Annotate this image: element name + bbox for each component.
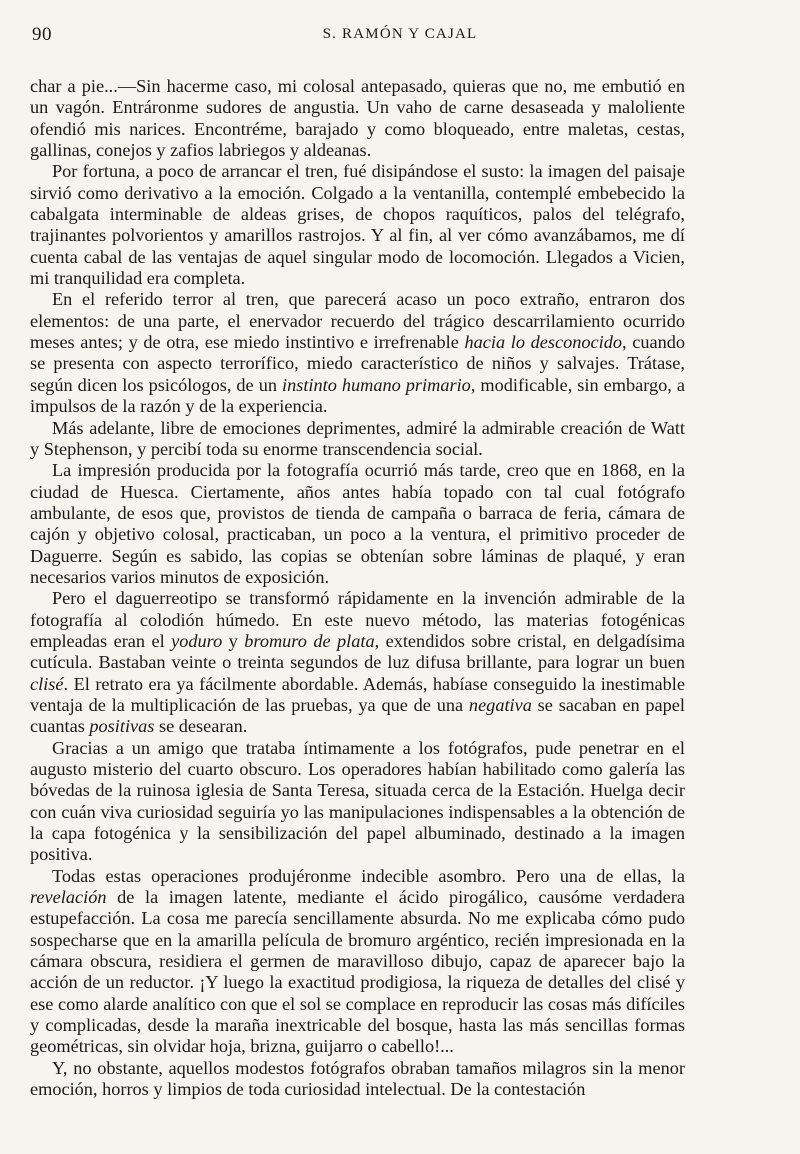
text-run: Todas estas operaciones produjéronme indecible asombro. Pero una de ellas, la [52,865,685,886]
italic-text: yoduro [171,630,223,651]
text-run: Por fortuna, a poco de arrancar el tren, fué disipándose el susto: la imagen del paisaje sirvió como derivativo a la emoción. Colgado a la ventanilla, contemplé embebecido la cabalgata interminable de aldeas grises, de chopos raquíticos, palos del telégrafo, trajinantes polvorientos y amarillos rastrojos. Y al fin, al ver cómo avanzábamos, me dí cuenta cabal de las ventajas de aquel singular modo de locomoción. Llegados a Vicien, mi tranquilidad era completa. [30,161,685,289]
text-run: , modificable, sin embargo, a impulsos de la razón y de la experiencia. [30,374,685,417]
paragraph [30,418,685,461]
text-run: y [222,630,245,651]
italic-text: bromuro de plata [244,630,375,651]
paragraph [30,588,685,737]
paragraph [30,161,685,289]
italic-text: instinto humano primario [282,374,471,395]
italic-text: clisé [30,673,64,694]
text-run: La impresión producida por la fotografía ocurrió más tarde, creo que en 1868, en la ciudad de Huesca. Ciertamente, años antes había topado con tal cual fotógrafo ambulante, de esos que, provistos de tienda de campaña o barraca de feria, cámara de cajón y objetivo colosal, practicaban, un poco a la ventura, el primitivo proceder de Daguerre. Según es sabido, las copias se obtenían sobre láminas de plaqué, y eran necesarios varios minutos de exposición. [30,460,685,587]
body-text [30,76,685,1101]
paragraph [30,289,685,417]
paragraph [30,738,685,866]
text-run: de la imagen latente, mediante el ácido pirogálico, causóme verdadera estupefacción. La cosa me parecía sencillamente absurda. No me explicaba cómo pudo sospecharse que en la amarilla película de bromuro argéntico, recién impresionada en la cámara obscura, residiera el germen de maravilloso dibujo, capaz de aparecer bajo la acción de un reductor. ¡Y luego la exactitud prodigiosa, la riqueza de detalles del clisé y ese como alarde analítico con que el sol se complace en reproducir las cosas más difíciles y complicadas, desde la maraña inextricable del bosque, hasta las más sencillas formas geométricas, sin olvidar hoja, brizna, guijarro o cabello!... [30,887,685,1057]
text-run: , cuando se presenta con aspecto terrorífico, miedo característico de niños y salvajes. Trátase, según dicen los psicólogos, de un [30,332,685,395]
text-run: se sacaban en papel cuantas [30,694,685,737]
page-number: 90 [32,24,52,45]
italic-text: positivas [89,716,155,737]
text-run: Gracias a un amigo que trataba íntimamente a los fotógrafos, pude penetrar en el augusto misterio del cuarto obscuro. Los operadores habían habilitado como galería las bóvedas de la ruinosa iglesia de Santa Teresa, situada cerca de la Estación. Huelga decir con cuán viva curiosidad seguiría yo las manipulaciones indispensables a la obtención de la capa fotogénica y la sensibilización del papel albuminado, destinado a la imagen positiva. [30,737,685,865]
paragraph [30,76,685,161]
paragraph [30,866,685,1058]
text-run: Y, no obstante, aquellos modestos fotógrafos obraban tamaños milagros sin la menor emoción, horros y limpios de toda curiosidad intelectual. De la contestación [30,1057,685,1100]
text-run: , extendidos sobre cristal, en delgadísima cutícula. Bastaban veinte o treinta segundos de luz difusa brillante, para lograr un buen [30,630,685,673]
text-run: se desearan. [154,716,248,737]
italic-text: negativa [468,694,532,715]
paragraph [30,1058,685,1101]
text-run: . El retrato era ya fácilmente abordable. Además, habíase conseguido la inestimable ventaja de la multiplicación de las pruebas, ya que de una [30,673,685,715]
italic-text: hacia lo desconocido [464,332,622,353]
text-run: Pero el daguerreotipo se transformó rápidamente en la invención admirable de la fotografía al colodión húmedo. En este nuevo método, las materias fotogénicas empleadas eran el [30,588,685,651]
italic-text: revelación [30,887,107,908]
text-run: Más adelante, libre de emociones deprimentes, admiré la admirable creación de Watt y Stephenson, y percibí toda su enorme transcendencia social. [30,417,685,459]
running-title: S. RAMÓN Y CAJAL [322,26,478,42]
running-head [30,22,692,50]
paragraph [30,460,685,588]
text-run: char a pie...—Sin hacerme caso, mi colosal antepasado, quieras que no, me embutió en un vagón. Entráronme sudores de angustia. Un vaho de carne desaseada y maloliente ofendió mis narices. Encontréme, barajado y como bloqueado, entre maletas, cestas, gallinas, conejos y zafios labriegos y aldeanas. [30,76,685,161]
text-run: En el referido terror al tren, que parecerá acaso un poco extraño, entraron dos elementos: de una parte, el enervador recuerdo del trágico descarrilamiento ocurrido meses antes; y de otra, ese miedo instintivo e irrefrenable [30,289,685,353]
